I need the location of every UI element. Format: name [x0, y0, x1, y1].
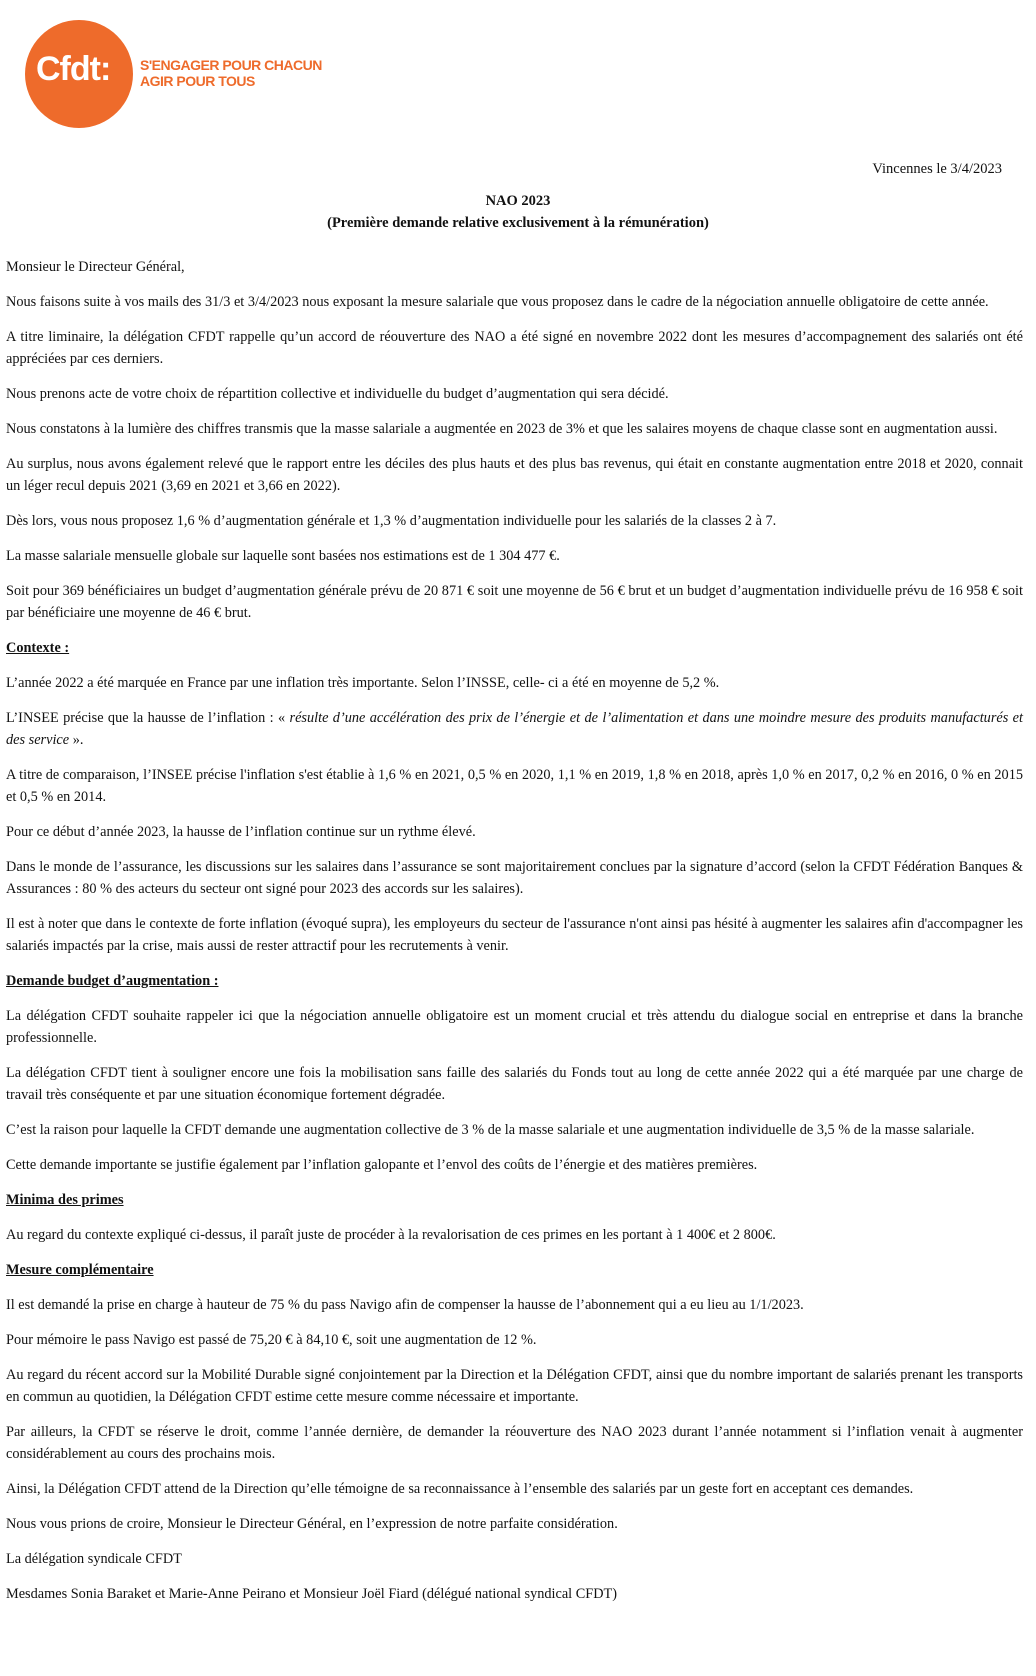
paragraph: Nous prenons acte de votre choix de répartition collective et individuelle du budget d’augmentation qui sera décidé. — [6, 386, 669, 402]
paragraph: Au regard du récent accord sur la Mobilité Durable signé conjointement par la Direction et la Délégation CFDT, ainsi que du nombre important de salariés prenant les transports en commun au quotidien, la Délégation CFDT estime cette mesure comme nécessaire et importante. — [6, 1367, 1023, 1405]
letter-body — [6, 256, 1023, 1618]
paragraph: Il est demandé la prise en charge à hauteur de 75 % du pass Navigo afin de compenser la hausse de l’abonnement qui a eu lieu au 1/1/2023. — [6, 1297, 804, 1313]
paragraph-quote — [6, 707, 1023, 751]
paragraph: C’est la raison pour laquelle la CFDT demande une augmentation collective de 3 % de la masse salariale et une augmentation individuelle de 3,5 % de la masse salariale. — [6, 1122, 975, 1138]
section-heading-minima: Minima des primes — [6, 1192, 124, 1208]
slogan-line-1: S'ENGAGER POUR CHACUN — [140, 57, 322, 73]
paragraph: Nous faisons suite à vos mails des 31/3 et 3/4/2023 nous exposant la mesure salariale que vous proposez dans le cadre de la négociation annuelle obligatoire de cette année. — [6, 294, 989, 310]
quote-end: ». — [69, 732, 84, 748]
paragraph: Soit pour 369 bénéficiaires un budget d’augmentation générale prévu de 20 871 € soit une moyenne de 56 € brut et un budget d’augmentation individuelle prévu de 16 958 € soit par bénéficiaire une moyenne de 46 € brut. — [6, 583, 1023, 621]
paragraph: Il est à noter que dans le contexte de forte inflation (évoqué supra), les employeurs du secteur de l'assurance n'ont ainsi pas hésité à augmenter les salaires afin d'accompagner les salariés impactés par la crise, mais aussi de rester attractif pour les recrutements à venir. — [6, 916, 1023, 954]
section-heading-demande: Demande budget d’augmentation : — [6, 973, 219, 989]
paragraph: Cette demande importante se justifie également par l’inflation galopante et l’envol des coûts de l’énergie et des matières premières. — [6, 1157, 758, 1173]
signatories: Mesdames Sonia Baraket et Marie-Anne Peirano et Monsieur Joël Fiard (délégué national syndical CFDT) — [6, 1586, 618, 1602]
cfdt-logo — [25, 20, 325, 130]
paragraph: Pour ce début d’année 2023, la hausse de l’inflation continue sur un rythme élevé. — [6, 824, 476, 840]
logo-brand: Cfdt: — [36, 50, 111, 88]
letter-subtitle: (Première demande relative exclusivement à la rémunération) — [327, 215, 709, 231]
paragraph: La masse salariale mensuelle globale sur laquelle sont basées nos estimations est de 1 304 477 €. — [6, 548, 560, 564]
paragraph: Dans le monde de l’assurance, les discussions sur les salaires dans l’assurance se sont majoritairement conclues par la signature d’accord (selon la CFDT Fédération Banques & Assurances : 80 % des acteurs du secteur ont signé pour 2023 des accords sur les salaires). — [6, 859, 1023, 897]
quote-intro: L’INSEE précise que la hausse de l’inflation : « — [6, 710, 290, 726]
paragraph: Dès lors, vous nous proposez 1,6 % d’augmentation générale et 1,3 % d’augmentation individuelle pour les salariés de la classes 2 à 7. — [6, 513, 777, 529]
paragraph: A titre liminaire, la délégation CFDT rappelle qu’un accord de réouverture des NAO a été signé en novembre 2022 dont les mesures d’accompagnement des salariés ont été appréciées par ces derniers. — [6, 329, 1023, 367]
closing: Nous vous prions de croire, Monsieur le Directeur Général, en l’expression de notre parfaite considération. — [6, 1516, 618, 1532]
paragraph: Au surplus, nous avons également relevé que le rapport entre les déciles des plus hauts et des plus bas revenus, qui était en constante augmentation entre 2018 et 2020, connait un léger recul depuis 2021 (3,69 en 2021 et 3,66 en 2022). — [6, 456, 1023, 494]
section-heading-contexte: Contexte : — [6, 640, 70, 656]
paragraph: Pour mémoire le pass Navigo est passé de 75,20 € à 84,10 €, soit une augmentation de 12 %. — [6, 1332, 537, 1348]
quote-text: résulte d’une accélération des prix de l’énergie et de l’alimentation et dans une moindre mesure des produits manufacturés et des service — [6, 710, 1024, 748]
paragraph: La délégation CFDT tient à souligner encore une fois la mobilisation sans faille des salariés du Fonds tout au long de cette année 2022 qui a été marquée par une charge de travail très conséquente et par une situation économique fortement dégradée. — [6, 1065, 1023, 1103]
paragraph: Ainsi, la Délégation CFDT attend de la Direction qu’elle témoigne de sa reconnaissance à l’ensemble des salariés par un geste fort en acceptant ces demandes. — [6, 1481, 914, 1497]
letter-title: NAO 2023 — [485, 193, 551, 209]
paragraph: Nous constatons à la lumière des chiffres transmis que la masse salariale a augmentée en 2023 de 3% et que les salaires moyens de chaque classe sont en augmentation aussi. — [6, 421, 998, 437]
paragraph: La délégation CFDT souhaite rappeler ici que la négociation annuelle obligatoire est un moment crucial et très attendu du dialogue social en entreprise et dans la branche professionnelle. — [6, 1008, 1023, 1046]
section-heading-mesure: Mesure complémentaire — [6, 1262, 154, 1278]
salutation: Monsieur le Directeur Général, — [6, 259, 185, 275]
paragraph: L’année 2022 a été marquée en France par une inflation très importante. Selon l’INSSE, celle- ci a été en moyenne de 5,2 %. — [6, 675, 720, 691]
paragraph: A titre de comparaison, l’INSEE précise l'inflation s'est établie à 1,6 % en 2021, 0,5 % en 2020, 1,1 % en 2019, 1,8 % en 2018, après 1,0 % en 2017, 0,2 % en 2016, 0 % en 2015 et 0,5 % en 2014. — [6, 767, 1023, 805]
signature: La délégation syndicale CFDT — [6, 1551, 182, 1567]
slogan-line-2: AGIR POUR TOUS — [140, 73, 255, 89]
paragraph: Par ailleurs, la CFDT se réserve le droit, comme l’année dernière, de demander la réouverture des NAO 2023 durant l’année notamment si l’inflation venait à augmenter considérablement au cours des prochains mois. — [6, 1424, 1023, 1462]
logo-slogan — [140, 57, 322, 89]
letter-date: Vincennes le 3/4/2023 — [872, 161, 1002, 177]
paragraph: Au regard du contexte expliqué ci-dessus, il paraît juste de procéder à la revalorisation de ces primes en les portant à 1 400€ et 2 800€. — [6, 1227, 776, 1243]
